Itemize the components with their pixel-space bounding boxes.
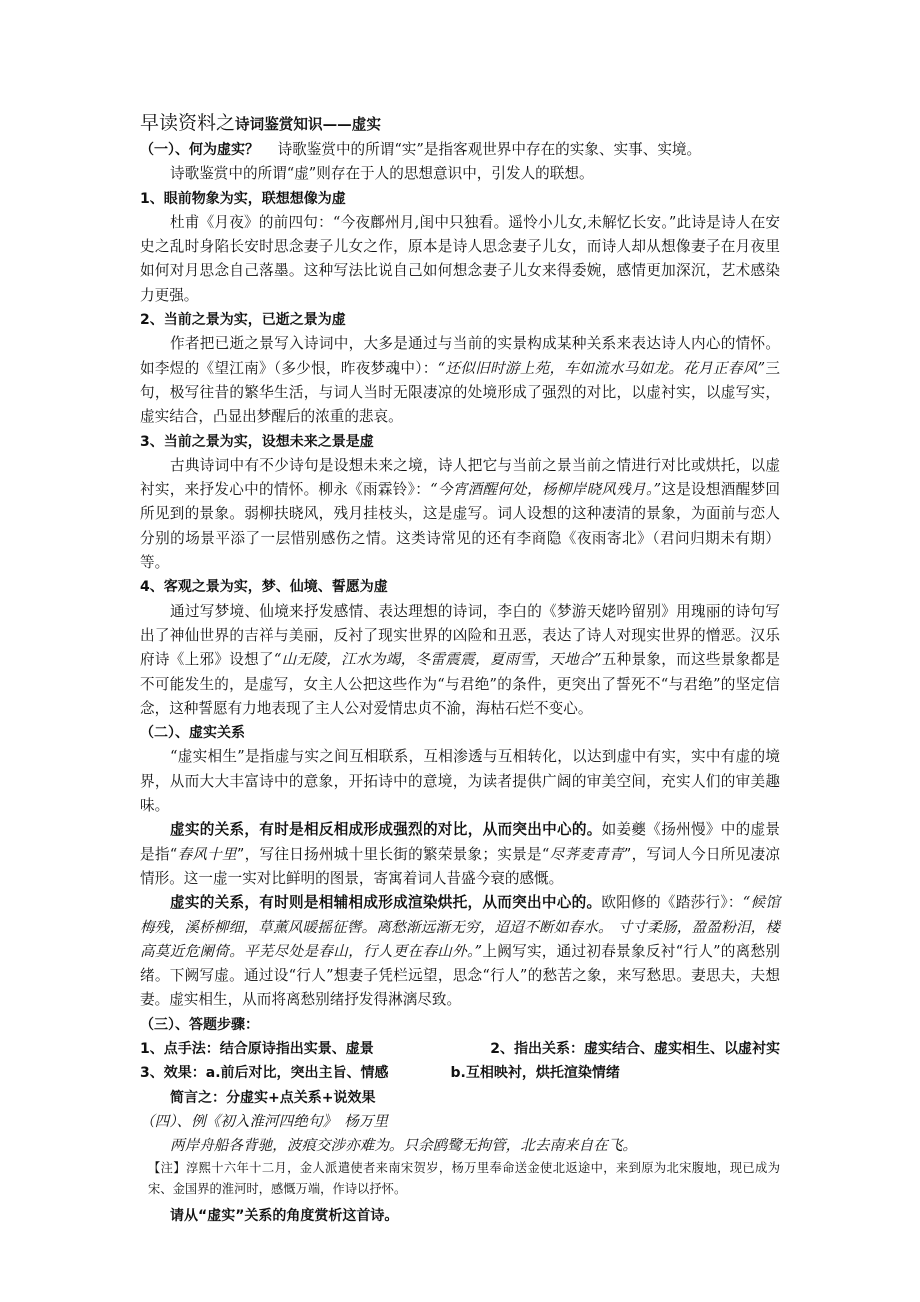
point2-text-b: 三句，极写往昔的繁华生活，与词人当时无限凄凉的处境形成了强烈的对比，以虚衬实，以虚写实，虚实结合，凸显出梦醒后的浓重的悲哀。 bbox=[140, 359, 780, 426]
point2-text-a: 作者把已逝之景写入诗词中，大多是通过与当前的实景构成某种关系来表达诗人内心的情怀。如李煜的《望江南》（多少恨，昨夜梦魂中）： bbox=[140, 335, 780, 377]
section2-p2-quote2: 尽荠麦青青 bbox=[549, 845, 624, 863]
section4-question: 请从“虚实”关系的角度赏析这首诗。 bbox=[170, 1208, 399, 1225]
document-page bbox=[140, 110, 780, 1229]
point1-text: 杜甫《月夜》的前四句：“今夜鄜州月,闺中只独看。遥怜小儿女,未解忆长安。”此诗是诗人在安史之乱时身陷长安时思念妻子儿女之作，原本是诗人思念妻子儿女，而诗人却从想像妻子在月夜里如何对月思念自己落墨。这种写法比说自己如何想念妻子儿女来得委婉，感情更加深沉，艺术感染力更强。 bbox=[140, 213, 780, 304]
point2-heading: 2、当前之景为实，已逝之景为虚 bbox=[140, 312, 346, 329]
steps-summary: 简言之：分虚实+点关系+说效果 bbox=[170, 1089, 376, 1106]
title-prefix: 早读资料之 bbox=[140, 112, 236, 134]
point1-heading: 1、眼前物象为实，联想想像为虚 bbox=[140, 190, 346, 207]
step3b: b.互相映衬，烘托渲染情绪 bbox=[450, 1065, 620, 1082]
title-main: 诗词鉴赏知识——虚实 bbox=[235, 116, 381, 133]
section2-p3 bbox=[140, 891, 780, 1012]
section1-line2: 诗歌鉴赏中的所谓“虚”则存在于人的思想意识中，引发人的联想。 bbox=[170, 165, 594, 183]
section1-line1: 诗歌鉴赏中的所谓“实”是指客观世界中存在的实象、实事、实境。 bbox=[277, 141, 702, 158]
step1: 1、点手法：结合原诗指出实景、虚景 bbox=[140, 1040, 374, 1057]
step2: 2、指出关系：虚实结合、虚实相生、以虚衬实 bbox=[490, 1040, 780, 1057]
point2-quote: “还似旧时游上苑，车如流水马如龙。花月正春风” bbox=[437, 359, 766, 377]
point4-text-a: 通过写梦境、仙境来抒发感情、表达理想的诗词，李白的《梦游天姥吟留别》用瑰丽的诗句写出了神仙世界的吉祥与美丽，反衬了现实世界的凶险和丑恶，表达了诗人对现实世界的憎恶。汉乐府诗《上邪》设想了 bbox=[140, 602, 780, 669]
section2-p2-bold: 虚实的关系，有时是相反相成形成强烈的对比，从而突出中心的。 bbox=[170, 821, 602, 839]
point4-text-b: 五种景象，而这些景象都是不可能发生的，是虚写，女主人公把这些作为“与君绝”的条件，更突出了誓死不“与君绝”的坚定信念，这种誓愿有力地表现了主人公对爱情忠贞不渝，海枯石烂不变心。 bbox=[140, 651, 780, 717]
steps-row-1 bbox=[140, 1037, 780, 1061]
point3-text-a: 古典诗词中有不少诗句是设想未来之境，诗人把它与当前之景当前之情进行对比或烘托，以虚衬实，来抒发心中的情怀。柳永《雨霖铃》： bbox=[140, 456, 780, 499]
point2-text bbox=[140, 332, 780, 429]
section2-heading: （二）、虚实关系 bbox=[140, 725, 245, 742]
section2-p3-text-b: 上阙写实，通过初春景象反衬“行人”的离愁别绪。下阙写虚。通过设“行人”想妻子凭栏远望，思念“行人”的愁苦之象，来写愁思。妻思夫，夫想妻。虚实相生，从而将离愁别绪抒发得淋漓尽致。 bbox=[140, 942, 780, 1009]
document-title bbox=[140, 110, 780, 138]
point3-heading: 3、当前之景为实，设想未来之景是虚 bbox=[140, 433, 374, 450]
point3-quote: “今宵酒醒何处，杨柳岸晓风残月。” bbox=[430, 481, 662, 499]
section4-poem: 两岸舟船各背驰，波痕交涉亦难为。只余鸥鹭无拘管，北去南来自在飞。 bbox=[170, 1137, 638, 1155]
section2-p2-text-b: ”，写往日扬州城十里长街的繁荣景象；实景是“ bbox=[236, 845, 550, 863]
point3-text bbox=[140, 454, 780, 575]
section1-heading: （一）、何为虚实？ bbox=[140, 142, 259, 158]
section1-intro bbox=[140, 138, 780, 162]
section2-p3-text-a: 欧阳修的《踏莎行》： bbox=[601, 894, 743, 912]
point4-text bbox=[140, 600, 780, 721]
section2-p3-quote: “候馆梅残，溪桥柳细，草薰风暖摇征辔。离愁渐远渐无穷，迢迢不断如春水。 寸寸柔肠，盈盈粉泪，楼高莫近危阑倚。平芜尽处是春山，行人更在春山外。” bbox=[140, 894, 780, 960]
section4-note: 【注】淳熙十六年十二月，金人派遣使者来南宋贺岁，杨万里奉命送金使北返途中，来到原为北宋腹地，现已成为宋、金国界的淮河时，感慨万端，作诗以抒怀。 bbox=[148, 1161, 780, 1197]
section2-p2-quote1: 春风十里 bbox=[177, 845, 237, 863]
section2-p3-bold: 虚实的关系，有时则是相辅相成形成渲染烘托，从而突出中心的。 bbox=[170, 894, 602, 912]
steps-row-2 bbox=[140, 1061, 780, 1085]
point3-text-b: 这是设想酒醒梦回所见到的景象。弱柳扶晓风，残月挂枝头，这是虚写。词人设想的这种凄清的景象，为面前与恋人分别的场景平添了一层惜别感伤之情。这类诗常见的还有李商隐《夜雨寄北》（君问归期未有期）等。 bbox=[140, 481, 781, 572]
section2-p2-text-c: ”，写词人今日所见凄凉情形。这一虚一实对比鲜明的图景，寄寓着词人昔盛今衰的感慨。 bbox=[140, 845, 780, 887]
point4-heading: 4、客观之景为实，梦、仙境、誓愿为虚 bbox=[140, 579, 388, 596]
section3-heading: （三）、答题步骤： bbox=[140, 1016, 259, 1033]
section4-heading: （四）、例《初入淮河四绝句》 杨万里 bbox=[140, 1112, 389, 1130]
step3: 3、效果：a.前后对比，突出主旨、情感 bbox=[140, 1065, 389, 1082]
point4-quote: “山无陵，江水为竭，冬雷震震，夏雨雪，天地合” bbox=[273, 651, 602, 669]
section2-p1: “虚实相生”是指虚与实之间互相联系，互相渗透与互相转化，以达到虚中有实，实中有虚的境界，从而大大丰富诗中的意象，开拓诗中的意境，为读者提供广阔的审美空间，充实人们的审美趣味。 bbox=[140, 748, 780, 815]
section2-p2 bbox=[140, 818, 780, 891]
section2-p2-text-a: 如姜夔《扬州慢》中的虚景是指“ bbox=[140, 821, 780, 863]
